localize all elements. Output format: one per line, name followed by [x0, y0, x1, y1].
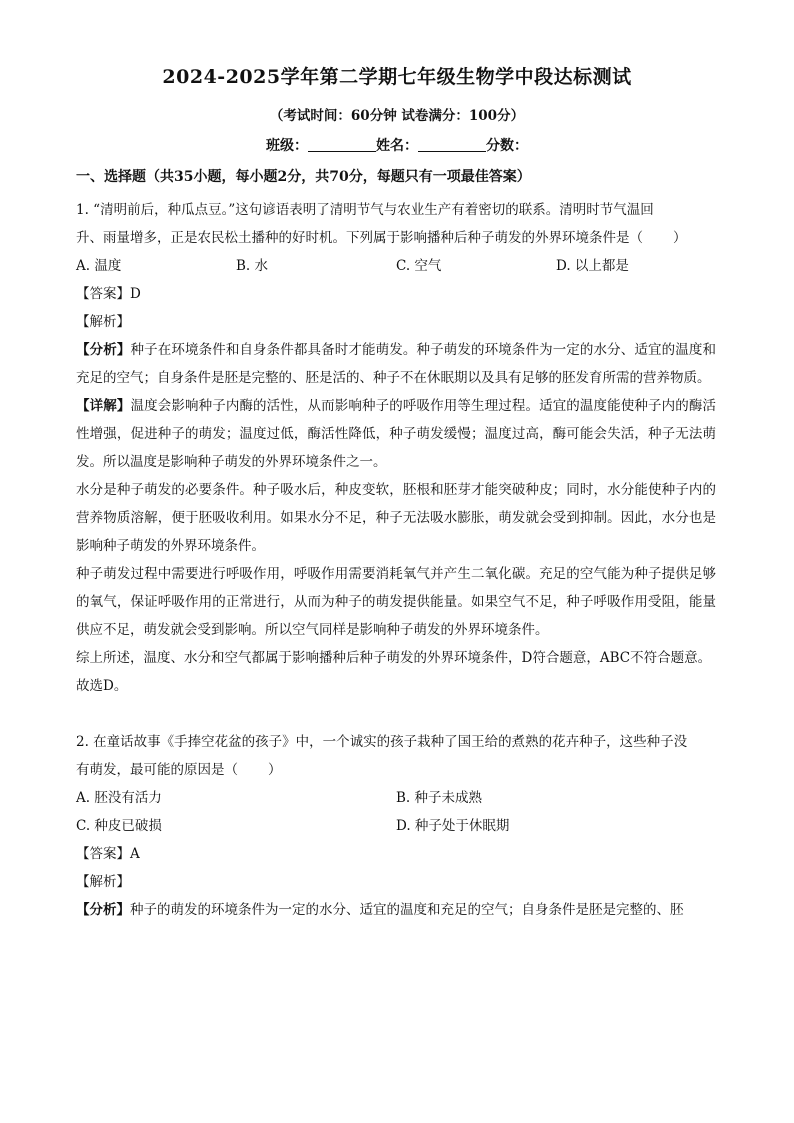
q1-option-b: B. 水: [236, 258, 269, 274]
student-info-line: [0, 135, 794, 155]
q1-para-summary: 综上所述，温度、水分和空气都属于影响播种后种子萌发的外界环境条件，D符合题意，ABC不符合题意。: [76, 650, 712, 666]
q1-stem-line-2: 升、雨量增多，正是农民松土播种的好时机。下列属于影响播种后种子萌发的外界环境条件是（ ）: [76, 230, 687, 246]
q2-answer: 【答案】A: [76, 846, 140, 862]
q2-fenxi: 【分析】种子的萌发的环境条件为一定的水分、适宜的温度和充足的空气；自身条件是胚是完整的、胚: [76, 902, 684, 918]
q2-option-a: A. 胚没有活力: [76, 790, 162, 806]
exam-info: （考试时间：60分钟 试卷满分：100分）: [269, 108, 525, 124]
q2-stem-line-2: 有萌发，最可能的原因是（ ）: [76, 762, 282, 778]
section-title: 一、选择题（共35小题，每小题2分，共70分，每题只有一项最佳答案）: [76, 169, 531, 185]
page-title: 2024-2025学年第二学期七年级生物学中段达标测试: [162, 66, 632, 88]
q2-option-c: C. 种皮已破损: [76, 818, 162, 834]
class-label: 班级：: [266, 138, 308, 154]
q1-fenxi: 【分析】种子在环境条件和自身条件都具备时才能萌发。种子萌发的环境条件为一定的水分、适宜的温度和充足的空气；自身条件是胚是完整的、胚是活的、种子不在休眠期以及具有足够的胚发育所需的营养物质。: [76, 342, 717, 386]
question-1: [76, 196, 716, 700]
q2-options-row-2: [76, 812, 716, 840]
q1-option-a: A. 温度: [76, 258, 122, 274]
q1-option-c: C. 空气: [396, 258, 442, 274]
name-label: 姓名：: [376, 138, 418, 154]
q1-answer: 【答案】D: [76, 286, 141, 302]
questions: [76, 196, 716, 924]
question-2: [76, 728, 716, 924]
q2-options-row-1: [76, 784, 716, 812]
q1-analysis-label: 【解析】: [76, 314, 130, 330]
class-blank: [308, 137, 376, 152]
q2-analysis-label: 【解析】: [76, 874, 130, 890]
q1-para-water: 水分是种子萌发的必要条件。种子吸水后，种皮变软，胚根和胚芽才能突破种皮；同时，水分能使种子内的营养物质溶解，便于胚吸收利用。如果水分不足，种子无法吸水膨胀，萌发就会受到抑制。因此，水分也是影响种子萌发的外界环境条件。: [76, 482, 716, 554]
q2-option-d: D. 种子处于休眠期: [396, 818, 510, 834]
q1-xiangjie: 【详解】温度会影响种子内酶的活性，从而影响种子的呼吸作用等生理过程。适宜的温度能使种子内的酶活性增强，促进种子的萌发；温度过低，酶活性降低，种子萌发缓慢；温度过高，酶可能会失活，种子无法萌发。所以温度是影响种子萌发的外界环境条件之一。: [76, 398, 717, 470]
name-blank: [418, 137, 486, 152]
score-label: 分数：: [486, 138, 528, 154]
q2-option-b: B. 种子未成熟: [396, 790, 483, 806]
q2-stem-line-1: 2. 在童话故事《手捧空花盆的孩子》中，一个诚实的孩子栽种了国王给的煮熟的花卉种子，这些种子没: [76, 734, 688, 750]
q1-option-d: D. 以上都是: [556, 258, 629, 274]
q1-conclusion: 故选D。: [76, 678, 128, 694]
q1-para-air: 种子萌发过程中需要进行呼吸作用，呼吸作用需要消耗氧气并产生二氧化碳。充足的空气能为种子提供足够的氧气，保证呼吸作用的正常进行，从而为种子的萌发提供能量。如果空气不足，种子呼吸作用受阻，能量供应不足，萌发就会受到影响。所以空气同样是影响种子萌发的外界环境条件。: [76, 566, 716, 638]
q1-stem-line-1: 1. “清明前后，种瓜点豆。”这句谚语表明了清明节气与农业生产有着密切的联系。清明时节气温回: [76, 202, 654, 218]
q1-options: [76, 252, 716, 280]
